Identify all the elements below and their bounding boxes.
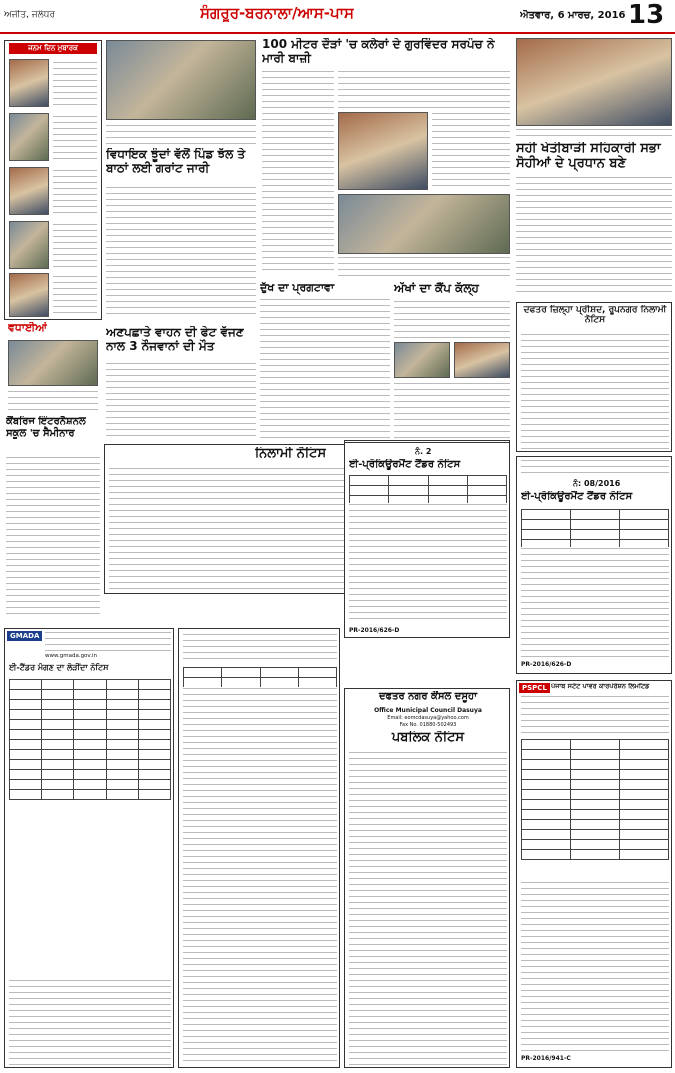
- pspcl-address: [521, 695, 669, 735]
- gmada-logo: GMADA: [7, 631, 42, 641]
- story2-body: [262, 70, 334, 275]
- tender2-title: ਈ-ਪ੍ਰੋਕਿਊਰਮੈਂਟ ਟੈਂਡਰ ਨੋਟਿਸ: [521, 491, 633, 502]
- story1-body: [106, 186, 256, 316]
- council-body: [349, 751, 507, 1065]
- birthday-photo: [9, 167, 49, 215]
- story2-body: [432, 112, 510, 190]
- council-fax: Fax No. 01880-502493: [399, 722, 457, 728]
- gmada-body: [9, 979, 171, 1065]
- story6-body: [394, 300, 510, 338]
- tender1-pr-code: PR-2016/626-D: [349, 627, 400, 634]
- birthday-photo: [9, 221, 49, 269]
- tender1-title: ਈ-ਪ੍ਰੋਕਿਊਰਮੈਂਟ ਟੈਂਡਰ ਨੋਟਿਸ: [349, 459, 461, 470]
- pspcl-body: [521, 881, 669, 1051]
- paper-name: ਅਜੀਤ, ਜਲੰਧਰ: [4, 10, 56, 20]
- birthday-photo: [9, 273, 49, 317]
- school-body: [6, 456, 100, 618]
- tender2-header: [521, 459, 669, 477]
- tender2-number: ਨੰ: 08/2016: [573, 479, 621, 488]
- birthday-caption: [53, 169, 97, 215]
- section-title: ਸੰਗਰੂਰ-ਬਰਨਾਲਾ/ਆਸ-ਪਾਸ: [200, 4, 354, 22]
- story2-caption: [338, 256, 510, 278]
- page-number: 13: [628, 0, 665, 30]
- pspcl-notice: [516, 680, 672, 1068]
- vardhai-box: [4, 322, 102, 412]
- story3-photo: [516, 38, 672, 126]
- zila-parishad-title: ਦਫਤਰ ਜ਼ਿਲ੍ਹਾ ਪ੍ਰੀਸ਼ਦ, ਰੂਪਨਗਰ ਨਿਲਾਮੀ ਨੋਟਿਸ: [523, 305, 667, 326]
- tender2-table: [521, 509, 669, 550]
- page-header: [0, 0, 675, 34]
- middle-notice-header: [183, 633, 337, 663]
- birthday-banner: ਜਨਮ ਦਿਨ ਮੁਬਾਰਕ: [9, 43, 97, 54]
- story2-title: 100 ਮੀਟਰ ਦੌੜਾਂ 'ਚ ਕਲੇਰਾਂ ਦੇ ਗੁਰਵਿੰਦਰ ਸਰਪੰਚ ਨੇ ਮਾਰੀ ਬਾਜ਼ੀ: [262, 38, 495, 65]
- story4-body: [106, 362, 256, 437]
- public-notice-title: ਪਬਲਿਕ ਨੋਟਿਸ: [391, 731, 465, 745]
- story1-photo: [106, 40, 256, 120]
- story4-title: ਅਣਪਛਾਤੇ ਵਾਹਨ ਦੀ ਫੇਟ ਵੱਜਣ ਨਾਲ 3 ਨੌਜਵਾਨਾਂ ਦੀ ਮੌਤ: [106, 326, 244, 353]
- story5-title: ਦੁੱਖ ਦਾ ਪ੍ਰਗਟਾਵਾ: [260, 282, 335, 294]
- vardhai-photo: [8, 340, 98, 386]
- zila-parishad-notice: [516, 302, 672, 452]
- tender1-body: [349, 503, 507, 623]
- birthday-photo: [9, 59, 49, 107]
- nilami-title: ਨਿਲਾਮੀ ਨੋਟਿਸ: [255, 447, 327, 461]
- gmada-title: ਈ-ਟੈਂਡਰ ਮੰਗਣ ਦਾ ਲੋੜੀਂਦਾ ਨੋਟਿਸ: [9, 663, 109, 672]
- story6-photo: [454, 342, 510, 378]
- birthday-caption: [53, 115, 97, 161]
- pspcl-logo: PSPCL: [519, 683, 550, 693]
- council-email: Email: eomcdasuya@yahoo.com: [387, 715, 469, 721]
- middle-notice-body: [183, 687, 337, 1065]
- story1-caption: [106, 124, 256, 144]
- birthday-caption: [53, 275, 97, 317]
- council-notice: [344, 688, 510, 1068]
- birthday-column: [4, 40, 102, 320]
- story3-caption: [516, 128, 672, 140]
- vardhai-caption: [8, 390, 98, 410]
- tender1-box: [344, 442, 510, 638]
- council-title: ਦਫਤਰ ਨਗਰ ਕੌਂਸਲ ਦਸੂਹਾ: [378, 691, 478, 702]
- story2-photo: [338, 112, 428, 190]
- tender2-pr-code: PR-2016/626-D: [521, 661, 572, 668]
- birthday-photo: [9, 113, 49, 161]
- middle-notice-table: [183, 667, 337, 688]
- story3-body: [516, 176, 672, 296]
- story6-title: ਅੱਖਾਂ ਦਾ ਕੈਂਪ ਕੱਲ੍ਹ: [394, 282, 479, 295]
- story2-body: [338, 70, 510, 110]
- pspcl-table: [521, 739, 669, 860]
- pspcl-pr-code: PR-2016/941-C: [521, 1055, 571, 1062]
- story3-title: ਸਹੀ ਖੇਤੀਬਾੜੀ ਸਹਿਕਾਰੀ ਸਭਾ ਸੋਹੀਆਂ ਦੇ ਪ੍ਰਧਾਨ ਬਣੇ: [516, 142, 661, 171]
- birthday-caption: [53, 223, 97, 269]
- issue-date: ਐਤਵਾਰ, 6 ਮਾਰਚ, 2016: [520, 10, 626, 21]
- birthday-caption: [53, 61, 97, 107]
- tender2-notice: [516, 456, 672, 674]
- story1-title: ਵਿਧਾਇਕ ਝੂੰਦਾਂ ਵੱਲੋਂ ਪਿੰਡ ਝੱਲ ਤੇ ਬਾਠਾਂ ਲਈ ਗਰਾਂਟ ਜਾਰੀ: [106, 148, 246, 175]
- story6-body: [394, 382, 510, 438]
- vardhai-banner: ਵਧਾਈਆਂ: [8, 322, 48, 334]
- middle-notice: [178, 628, 340, 1068]
- gmada-table: [9, 679, 171, 800]
- story5-body: [260, 298, 390, 438]
- pspcl-title: ਪੰਜਾਬ ਸਟੇਟ ਪਾਵਰ ਕਾਰਪੋਰੇਸ਼ਨ ਲਿਮਟਿਡ: [551, 683, 650, 690]
- tender1-number: ਨੰ. 2: [415, 447, 432, 456]
- gmada-address: [45, 631, 171, 651]
- zila-parishad-body: [521, 333, 669, 449]
- gmada-url: www.gmada.gov.in: [45, 653, 98, 659]
- tender1-table: [349, 475, 507, 506]
- school-story: [4, 416, 102, 621]
- tender2-body: [521, 547, 669, 657]
- school-title: ਕੈਂਬਰਿਜ ਇੰਟਰਨੈਸ਼ਨਲ ਸਕੂਲ 'ਚ ਸੈਮੀਨਾਰ: [6, 416, 86, 439]
- story6-photo: [394, 342, 450, 378]
- council-english: Office Municipal Council Dasuya: [374, 707, 482, 714]
- gmada-notice: [4, 628, 174, 1068]
- story2-photo2: [338, 194, 510, 254]
